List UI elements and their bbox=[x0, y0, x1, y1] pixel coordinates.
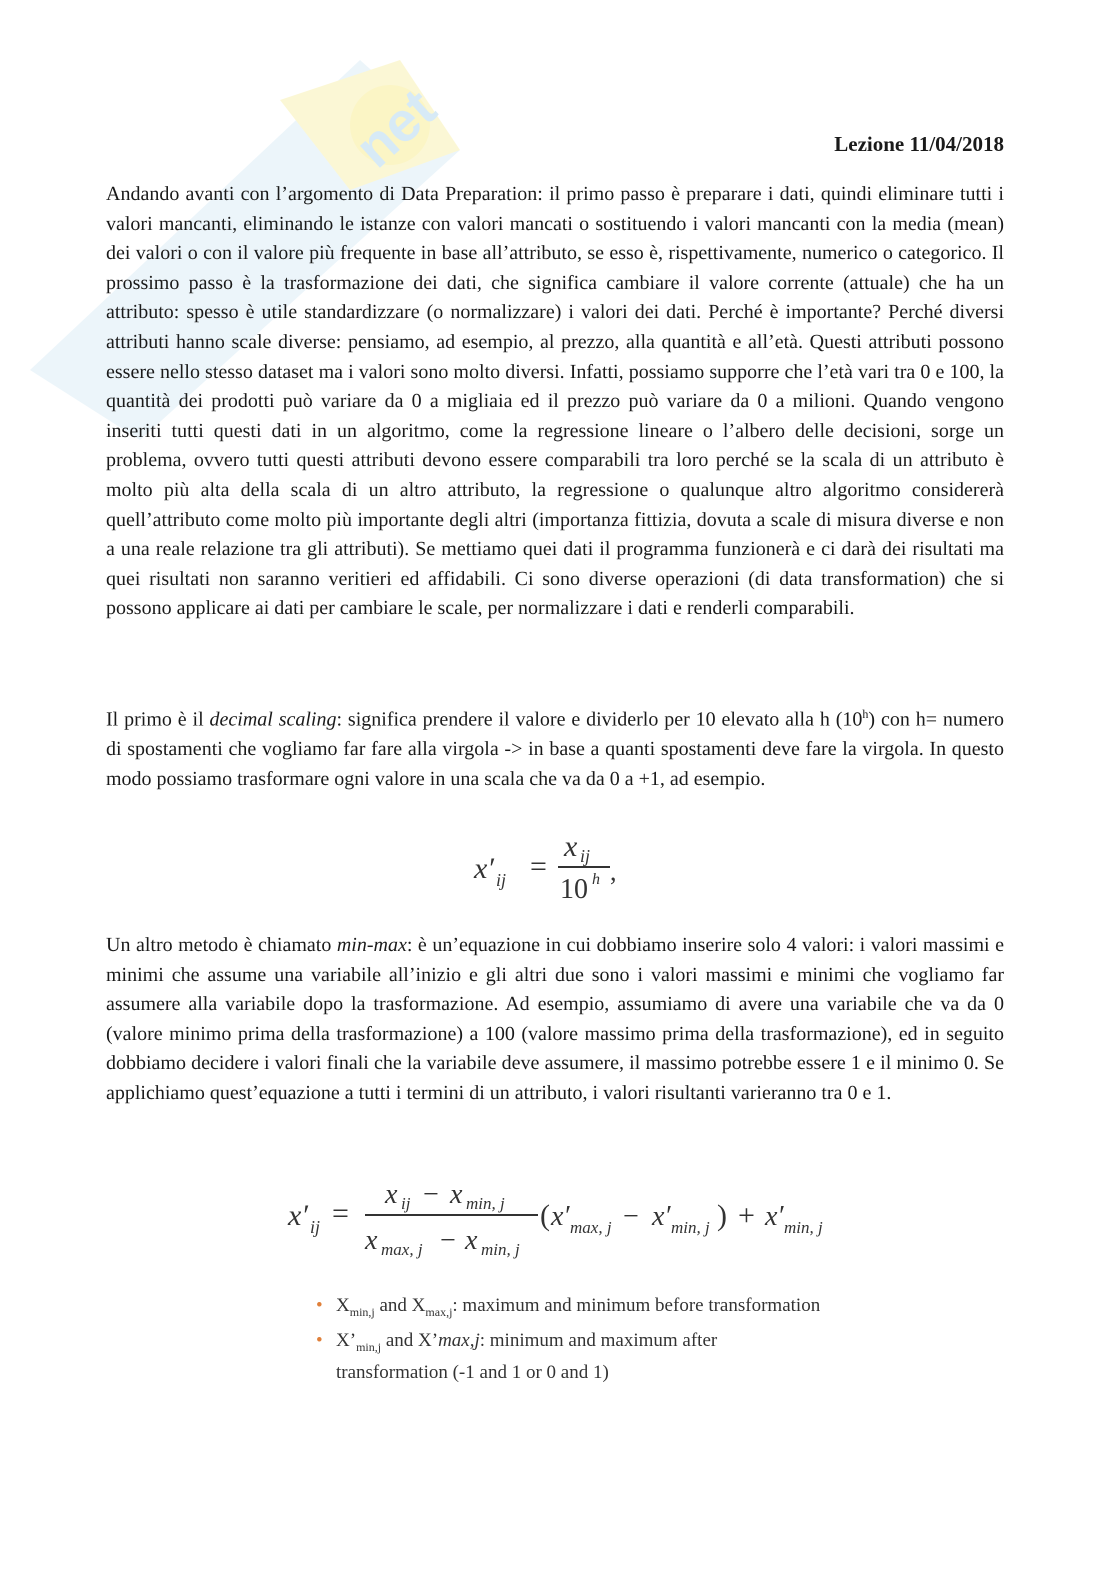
svg-text:min, j: min, j bbox=[481, 1240, 520, 1259]
svg-text:,: , bbox=[610, 857, 617, 886]
svg-text:x: x bbox=[450, 1179, 463, 1210]
bullet-icon: • bbox=[316, 1295, 323, 1316]
svg-text:ij: ij bbox=[401, 1194, 411, 1213]
svg-text:10: 10 bbox=[560, 874, 588, 905]
svg-text:max, j: max, j bbox=[570, 1218, 612, 1237]
svg-text:x′: x′ bbox=[652, 1201, 671, 1232]
paragraph-decimal-scaling: Il primo è il decimal scaling: significa prendere il valore e dividerlo per 10 elevato alla h (10$^h$) con h= numero di spostamenti che vogliamo far fare alla virgola -> in base a quanti spostamenti deve fare la virgola. In questo modo possiamo trasformare ogni valore in una scala che va da 0 a +1, ad esempio. bbox=[106, 707, 1004, 790]
svg-text:min, j: min, j bbox=[466, 1194, 505, 1213]
svg-text:x: x bbox=[465, 1225, 478, 1256]
definitions-list bbox=[312, 1293, 832, 1388]
term-min-max: min-max bbox=[336, 934, 407, 956]
svg-text:ij: ij bbox=[310, 1217, 321, 1237]
svg-text:−: − bbox=[623, 1201, 639, 1232]
svg-text:+: + bbox=[738, 1199, 755, 1232]
formula-decimal-scaling bbox=[470, 828, 650, 908]
svg-text:−: − bbox=[440, 1225, 456, 1256]
svg-text:ij: ij bbox=[496, 870, 507, 890]
svg-text:x′: x′ bbox=[551, 1201, 570, 1232]
term-decimal-scaling: decimal scaling bbox=[209, 708, 337, 731]
bullet-icon: • bbox=[316, 1329, 323, 1351]
paragraph-data-preparation: Andando avanti con l’argomento di Data Preparation: il primo passo è preparare i dati, quindi eliminare tutti i valori mancanti, eliminando le istanze con valori mancati o sostituendo i valori mancanti con la media (mean) dei valori o con il valore più frequente in base all’attributo, se esso è, rispettivamente, numerico o categorico. Il prossimo passo è la trasformazione dei dati, che significa cambiare il valore corrente (attuale) che ha un attributo: spesso è utile standardizzare (o normalizzare) i valori dei dati. Perché è importante? Perché diversi attributi hanno scale diverse: pensiamo, ad esempio, al prezzo, alla quantità e all’età. Questi attributi possono essere nello stesso dataset ma i valori sono molto diversi. Infatti, possiamo supporre che l’età vari tra 0 e 100, la quantità dei prodotti può variare da 0 a migliaia ed il prezzo può variare da 0 a milioni. Quando vengono inseriti tutti questi dati in un algoritmo, come la regressione lineare o l’albero delle decisioni, sorge un problema, ovvero tutti questi attributi devono essere comparabili tra loro perché se la scala di un attributo è molto più alta della scala di un altro attributo, la regressione o qualunque altro algoritmo considererà quell’attributo come molto più importante degli altri (importanza fittizia, dovuta a scale di misura diverse e non a una reale relazione tra gli attributi). Se mettiamo quei dati il programma funzionerà e ci darà dei risultati ma quei risultati non saranno veritieri ed affidabili. Ci sono diverse operazioni (di data transformation) che si possono applicare ai dati per cambiare le scale, per normalizzare i dati e renderli comparabili. bbox=[106, 183, 1004, 620]
svg-text:min, j: min, j bbox=[784, 1218, 823, 1237]
formula-min-max bbox=[280, 1175, 860, 1259]
svg-text:): ) bbox=[717, 1199, 727, 1232]
svg-text:x′: x′ bbox=[288, 1199, 308, 1232]
svg-text:(: ( bbox=[540, 1199, 550, 1232]
svg-text:=: = bbox=[530, 850, 547, 883]
svg-text:x′: x′ bbox=[474, 852, 494, 885]
paragraph-min-max: Un altro metodo è chiamato min-max: è un’equazione in cui dobbiamo inserire solo 4 valori: i valori massimi e minimi che assume una variabile all’inizio e gli altri due sono i valori massimi e minimi che vogliamo far assumere alla variabile dopo la trasformazione. Ad esempio, assumiamo di avere una variabile che va da 0 (valore minimo prima della trasformazione) a 100 (valore massimo prima della trasformazione), ed in seguito dobbiamo decidere i valori finali che la variabile deve assumere, il massimo potrebbe essere 1 e il minimo 0. Se applichiamo quest’equazione a tutti i termini di un attributo, i valori risultanti varieranno tra 0 e 1. bbox=[106, 934, 1004, 1104]
svg-text:=: = bbox=[332, 1197, 349, 1230]
lesson-date: Lezione 11/04/2018 bbox=[834, 132, 1004, 156]
svg-text:x: x bbox=[385, 1179, 398, 1210]
list-item: • $X_{min,j}$ and $X_{max,j}$: maximum and minimum before transformation bbox=[316, 1295, 821, 1319]
list-item: • $X’_{min,j}$ and X’max,j: minimum and maximum after transformation (-1 and 1 or 0 and 1) bbox=[316, 1329, 718, 1383]
svg-text:x′: x′ bbox=[765, 1201, 784, 1232]
watermark-text: net bbox=[342, 76, 448, 180]
svg-text:min, j: min, j bbox=[671, 1218, 710, 1237]
svg-text:x: x bbox=[564, 830, 578, 863]
svg-text:max, j: max, j bbox=[381, 1240, 423, 1259]
svg-text:h: h bbox=[592, 871, 600, 888]
svg-text:−: − bbox=[423, 1179, 439, 1210]
svg-text:x: x bbox=[365, 1225, 378, 1256]
svg-text:ij: ij bbox=[580, 846, 591, 866]
